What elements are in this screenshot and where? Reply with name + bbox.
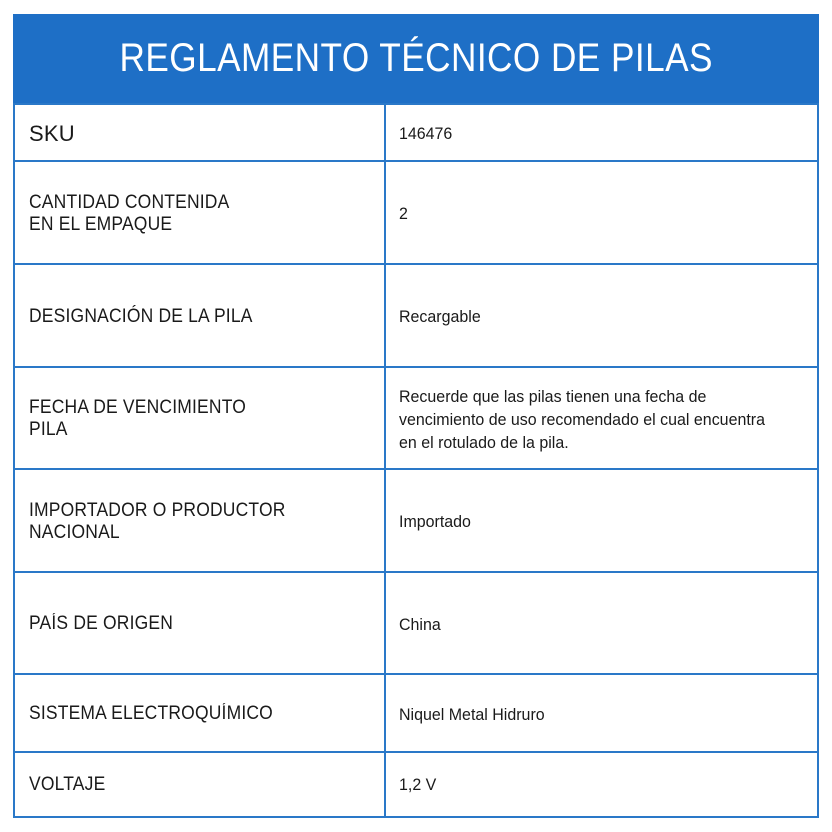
row-value: Importado: [399, 512, 471, 531]
row-label-cell: [15, 675, 386, 753]
row-label: CANTIDAD CONTENIDA EN EL EMPAQUE: [29, 191, 230, 235]
row-value: 1,2 V: [399, 775, 437, 794]
table-row-cantidad: [15, 160, 817, 265]
table-row-sku: [15, 103, 817, 162]
row-value: 146476: [399, 124, 453, 143]
row-value: Recuerde que las pilas tienen una fecha de vencimiento de uso recomendado el cual encuentra en el rotulado de la pila.: [399, 386, 765, 452]
row-label-cell: [15, 162, 386, 265]
row-value-cell: [386, 162, 817, 265]
row-label: VOLTAJE: [29, 773, 106, 795]
page-title: REGLAMENTO TÉCNICO DE PILAS: [119, 36, 713, 80]
row-label-cell: [15, 573, 386, 675]
row-label-cell: [15, 265, 386, 368]
row-label: FECHA DE VENCIMIENTO PILA: [29, 397, 247, 440]
table-row-voltaje: [15, 751, 817, 816]
row-label-cell: [15, 470, 386, 573]
row-value-cell: [386, 368, 817, 470]
row-label-cell: [15, 368, 386, 470]
row-value-cell: [386, 573, 817, 675]
row-value: China: [399, 614, 441, 634]
row-value-cell: [386, 675, 817, 753]
row-value-cell: [386, 753, 817, 816]
row-label: DESIGNACIÓN DE LA PILA: [29, 305, 253, 327]
row-value: Niquel Metal Hidruro: [399, 704, 545, 724]
row-value: 2: [399, 204, 408, 223]
page-title-bar: [13, 14, 819, 103]
row-value-cell: [386, 470, 817, 573]
row-label: SISTEMA ELECTROQUÍMICO: [29, 703, 273, 724]
row-label: SKU: [29, 120, 75, 146]
table-row-importador: [15, 468, 817, 573]
row-label: PAÍS DE ORIGEN: [29, 613, 174, 634]
row-label: IMPORTADOR O PRODUCTOR NACIONAL: [29, 499, 286, 543]
row-label-cell: [15, 753, 386, 816]
row-value-cell: [386, 265, 817, 368]
table-row-fecha: [15, 366, 817, 470]
table-row-pais: [15, 571, 817, 675]
row-label-cell: [15, 105, 386, 162]
table-row-sistema: [15, 673, 817, 753]
row-value-cell: [386, 105, 817, 162]
spec-sheet: [13, 14, 819, 818]
row-value: Recargable: [399, 307, 481, 326]
table-row-designacion: [15, 263, 817, 368]
